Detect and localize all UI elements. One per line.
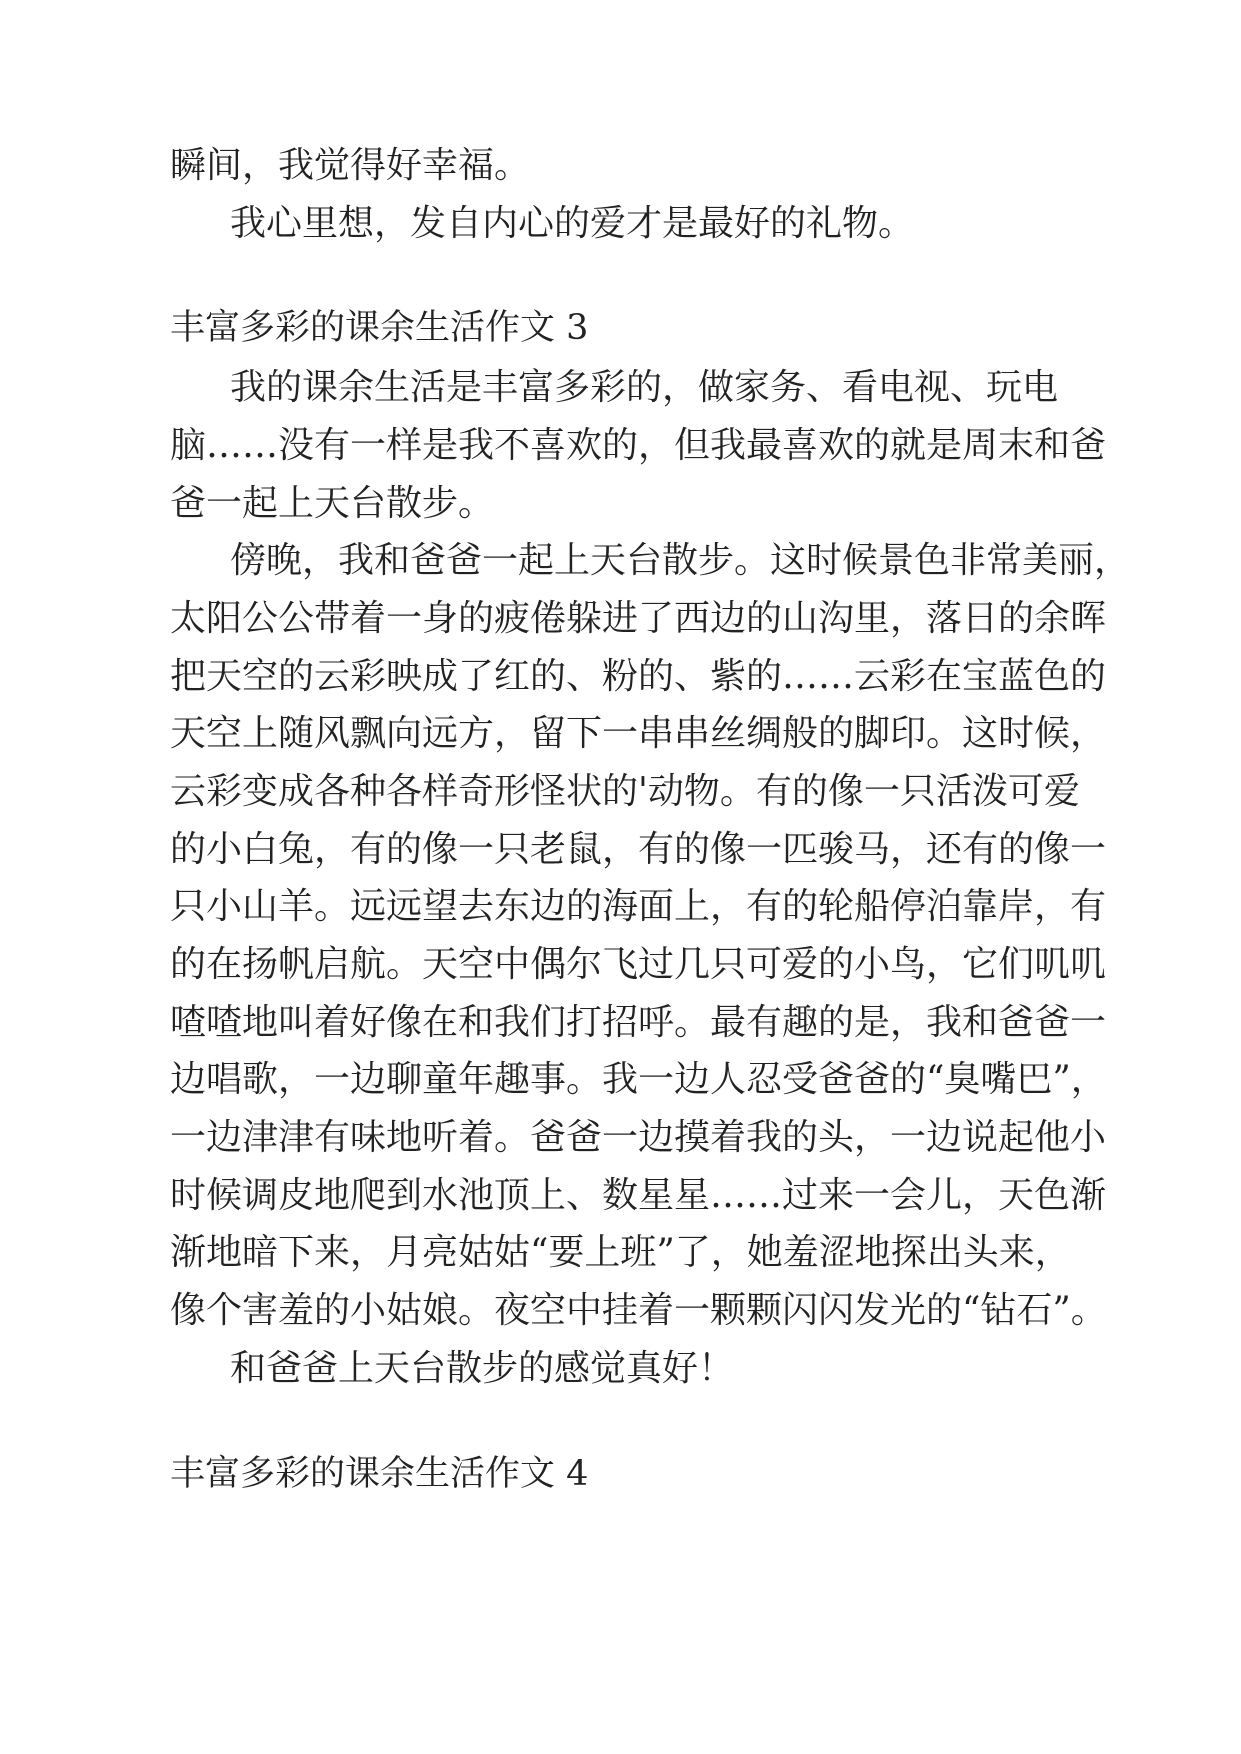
text-line: 瞬间，我觉得好幸福。	[170, 145, 531, 186]
text-line: 天空上随风飘向远方，留下一串串丝绸般的脚印。这时候，	[170, 713, 1107, 754]
text-line: 太阳公公带着一身的疲倦躲进了西边的山沟里，落日的余晖	[170, 598, 1107, 639]
section-heading: 丰富多彩的课余生活作文 4	[170, 1454, 589, 1494]
text-line: 爸一起上天台散步。	[170, 483, 495, 524]
text-line: 边唱歌，一边聊童年趣事。我一边人忍受爸爸的“臭嘴巴”，	[170, 1059, 1107, 1100]
text-line: 渐地暗下来，月亮姑姑“要上班”了，她羞涩地探出头来，	[170, 1232, 1071, 1273]
text-line: 的小白兔，有的像一只老鼠，有的像一匹骏马，还有的像一	[170, 829, 1107, 870]
text-line: 脑……没有一样是我不喜欢的，但我最喜欢的就是周末和爸	[170, 425, 1107, 466]
text-line: 只小山羊。远远望去东边的海面上，有的轮船停泊靠岸，有	[170, 886, 1107, 927]
text-line: 时候调皮地爬到水池顶上、数星星……过来一会儿，天色渐	[170, 1175, 1107, 1216]
text-line: 我的课余生活是丰富多彩的，做家务、看电视、玩电	[230, 367, 1059, 408]
text-line: 像个害羞的小姑娘。夜空中挂着一颗颗闪闪发光的“钻石”。	[170, 1290, 1107, 1331]
text-line: 傍晚，我和爸爸一起上天台散步。这时候景色非常美丽，	[230, 540, 1131, 581]
text-line: 一边津津有味地听着。爸爸一边摸着我的头，一边说起他小	[170, 1117, 1107, 1158]
section-heading: 丰富多彩的课余生活作文 3	[170, 308, 589, 348]
text-line: 云彩变成各种各样奇形怪状的'动物。有的像一只活泼可爱	[170, 771, 1080, 812]
text-line: 把天空的云彩映成了红的、粉的、紫的……云彩在宝蓝色的	[170, 656, 1107, 697]
text-line: 喳喳地叫着好像在和我们打招呼。最有趣的是，我和爸爸一	[170, 1002, 1107, 1043]
text-line: 和爸爸上天台散步的感觉真好！	[230, 1348, 735, 1389]
text-line: 我心里想，发自内心的爱才是最好的礼物。	[230, 203, 915, 244]
text-line: 的在扬帆启航。天空中偶尔飞过几只可爱的小鸟，它们叽叽	[170, 944, 1107, 985]
